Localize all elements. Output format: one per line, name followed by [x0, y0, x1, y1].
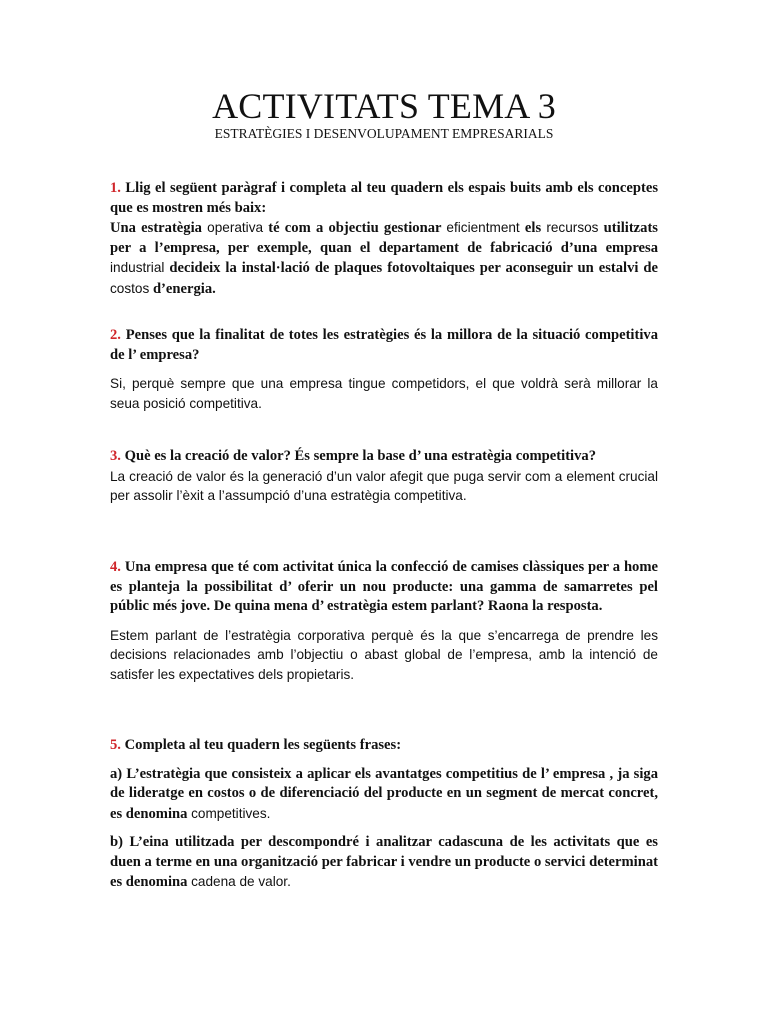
question-2-answer: Si, perquè sempre que una empresa tingue competidors, el que voldrà serà millorar la seua posició competitiva. — [110, 376, 658, 411]
question-2-prompt — [110, 326, 658, 365]
question-5a — [110, 765, 658, 825]
question-4-answer: Estem parlant de l’estratègia corporativa perquè és la que s’encarrega de prendre les decisions relacionades amb l’objectiu o abast global de l’empresa, amb la intenció de satisfer les expectatives dels propietaris. — [110, 627, 658, 682]
question-5a-label: a) — [110, 765, 123, 782]
question-3-answer: La creació de valor és la generació d’un valor afegit que puga servir com a element crucial per assolir l’èxit a l’assumpció d’una estratègia competitiva. — [110, 468, 658, 503]
page-title: ACTIVITATS TEMA 3 — [212, 86, 556, 126]
question-4 — [110, 558, 658, 684]
question-1-fill-word: costos — [110, 280, 150, 296]
question-2-text: Penses que la finalitat de totes les estratègies és la millora de la situació competitiva de l’ empresa? — [110, 327, 658, 363]
question-2-number: 2. — [110, 327, 121, 343]
question-1-fill-word: eficientment — [446, 220, 520, 235]
question-3 — [110, 447, 658, 506]
question-5b-label: b) — [110, 834, 123, 850]
question-1 — [110, 179, 658, 299]
question-1-fill-word: industrial — [110, 260, 165, 275]
question-4-text: Una empresa que té com activitat única la confecció de camises clàssiques per a home es planteja la possibilitat d’ oferir un nou producte: una gamma de samarretes pel públic més jove. De quina mena d’ estratègia estem parlant? Raona la resposta. — [110, 559, 658, 614]
question-1-fill-word: operativa — [207, 220, 264, 235]
question-5b-text: L’eina utilitzada per descompondré i analitzar cadascuna de les activitats que es duen a terme en una organització per fabricar i vendre un producte o servici determinat es denomina — [110, 834, 658, 890]
question-1-text-segment: d’energia. — [149, 280, 216, 297]
question-5-text: Completa al teu quadern les següents frases: — [124, 737, 402, 753]
question-5-prompt — [110, 736, 658, 756]
question-3-prompt — [110, 447, 658, 467]
page-subtitle: ESTRATÈGIES I DESENVOLUPAMENT EMPRESARIALS — [214, 126, 554, 141]
question-2 — [110, 326, 658, 413]
question-1-number: 1. — [110, 180, 121, 196]
question-1-text-segment: decideix la instal·lació de plaques fotovoltaiques per aconseguir un estalvi de — [164, 260, 658, 276]
question-4-prompt — [110, 558, 658, 617]
question-1-fill-word: recursos — [546, 220, 599, 235]
question-3-text: Què es la creació de valor? És sempre la base d’ una estratègia competitiva? — [124, 448, 596, 464]
question-1-text-segment: els — [519, 220, 547, 236]
question-1-prompt — [110, 179, 658, 218]
question-5a-answer: competitives. — [191, 805, 271, 821]
question-5b-answer: cadena de valor. — [191, 874, 291, 889]
question-1-text: Llig el següent paràgraf i completa al teu quadern els espais buits amb els conceptes que es mostren més baix: — [110, 180, 659, 216]
question-1-text-segment: Una estratègia — [110, 220, 208, 236]
question-1-text-segment: utilitzats per a l’empresa, per exemple, quan el departament de fabricació d’una empresa — [110, 220, 658, 256]
question-1-text-segment: té com a objectiu gestionar — [263, 220, 447, 236]
question-4-number: 4. — [110, 559, 121, 575]
question-5-number: 5. — [110, 737, 121, 753]
question-3-number: 3. — [110, 448, 121, 464]
question-5 — [110, 736, 658, 893]
question-5a-text: L’estratègia que consisteix a aplicar els avantatges competitius de l’ empresa , ja siga de lideratge en costos o de diferenciació del producte en un segment de mercat concret, es denomina — [110, 765, 658, 822]
question-1-paragraph — [110, 218, 658, 299]
question-5b — [110, 833, 658, 893]
